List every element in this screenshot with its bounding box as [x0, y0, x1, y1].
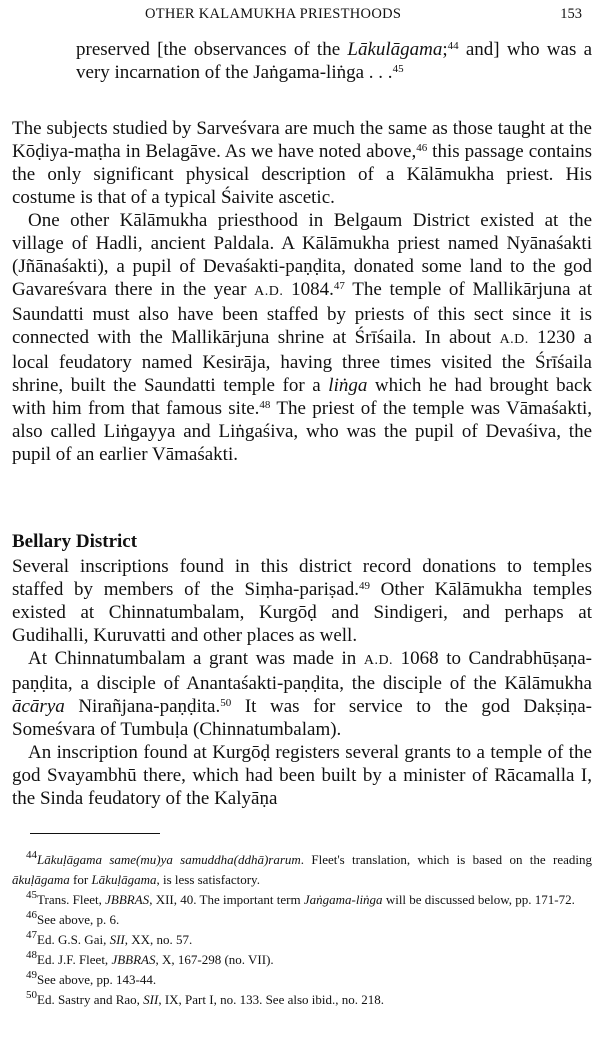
footnote-49: $^{49}$See above, pp. 143-44. — [26, 969, 157, 987]
block-quote — [76, 38, 592, 84]
footnote-45: $^{45}$Trans. Fleet, JBBRAS, XII, 40. The important term Jaṅgama-liṅga will be discussed below, pp. 171-72. — [26, 889, 575, 907]
footnote-ref-44: 44 — [447, 40, 459, 52]
footnote-46: $^{46}$See above, p. 6. — [26, 909, 120, 927]
footnote-ref-45: 45 — [392, 63, 404, 75]
footnote-ref-48: 48 — [259, 399, 271, 411]
footnote-44: $^{44}$Lākuḷāgama same(mu)ya samuddha(ddhā)rarum. Fleet's translation, which is based on the reading ākuḷāgama for Lākuḷāgama, is less satisfactory. — [12, 849, 592, 887]
footnote-ref-47: 47 — [333, 280, 345, 292]
paragraph-1: The subjects studied by Sarveśvara are much the same as those taught at the Kōḍiya-maṭha in Belagāve. As we have noted above,$^{46}$ this passage contains the only significant physical description of a Kālāmukha priest. His costume is that of a typical Śaivite ascetic. — [12, 118, 593, 208]
page-number: 153 — [560, 6, 582, 22]
paragraph-2: One other Kālāmukha priesthood in Belgaum District existed at the village of Hadli, ancient Paldala. A Kālāmukha priest named Nyānaśakti (Jñānaśakti), a pupil of Devaśakti-paṇḍita, donated some land to the god Gavareśvara there in the year A.D. 1084.47 The temple of Mallikārjuna at Saundatti must also have been staffed by priests of this sect since it is connected with the Mallikārjuna shrine at Śrīśaila. In about A.D. 1230 a local feudatory named Kesirāja, having three times visited the Śrīśaila shrine, built the Saundatti temple for a liṅga which he had brought back with him from that famous site.$^{48}$ The priest of the temple was Vāmaśakti, also called Liṅgayya and Liṅgaśiva, who was the pupil of Devaśiva, the pupil of an earlier Vāmaśakti. — [12, 210, 593, 465]
paragraph-5: An inscription found at Kurgōḍ registers several grants to a temple of the god Svayambhū there, which had been built by a minister of Rācamalla I, the Sinda feudatory of the Kalyāṇa — [12, 742, 592, 809]
quote-text: preserved [the observances of the Lākulāgama;$^{44}$ and] who was a very incarnation of the Jaṅgama-liṅga . . .$^{45}$ — [76, 39, 592, 83]
footnote-ref-49: 49 — [358, 580, 370, 592]
running-header: OTHER KALAMUKHA PRIESTHOODS — [145, 6, 402, 22]
footnotes — [12, 850, 592, 1010]
main-text-top — [12, 117, 592, 466]
footnote-ref-50: 50 — [220, 697, 232, 709]
main-text-bottom — [12, 555, 592, 810]
section-heading: Bellary District — [12, 531, 138, 552]
paragraph-4: At Chinnatumbalam a grant was made in A.D. 1068 to Candrabhūṣaṇa-paṇḍita, a disciple of Anantaśakti-paṇḍita, the disciple of the Kālāmukha ācārya Nirañjana-paṇḍita.$^{50}$ It was for service to the god Dakṣiṇa-Someśvara of Tumbuḷa (Chinnatumbalam). — [12, 648, 593, 740]
paragraph-3: Several inscriptions found in this district record donations to temples staffed by members of the Siṃha-pariṣad.$^{49}$ Other Kālāmukha temples existed at Chinnatumbalam, Kurgōḍ and Sindigeri, and perhaps at Gudihalli, Kuruvatti and other places as well. — [12, 556, 592, 646]
footnote-ref-46: 46 — [416, 142, 428, 154]
footnote-divider — [30, 833, 160, 834]
footnote-50: $^{50}$Ed. Sastry and Rao, SII, IX, Part I, no. 133. See also ibid., no. 218. — [26, 989, 384, 1007]
footnote-48: $^{48}$Ed. J.F. Fleet, JBBRAS, X, 167-298 (no. VII). — [26, 949, 274, 967]
footnote-47: $^{47}$Ed. G.S. Gai, SII, XX, no. 57. — [26, 929, 193, 947]
